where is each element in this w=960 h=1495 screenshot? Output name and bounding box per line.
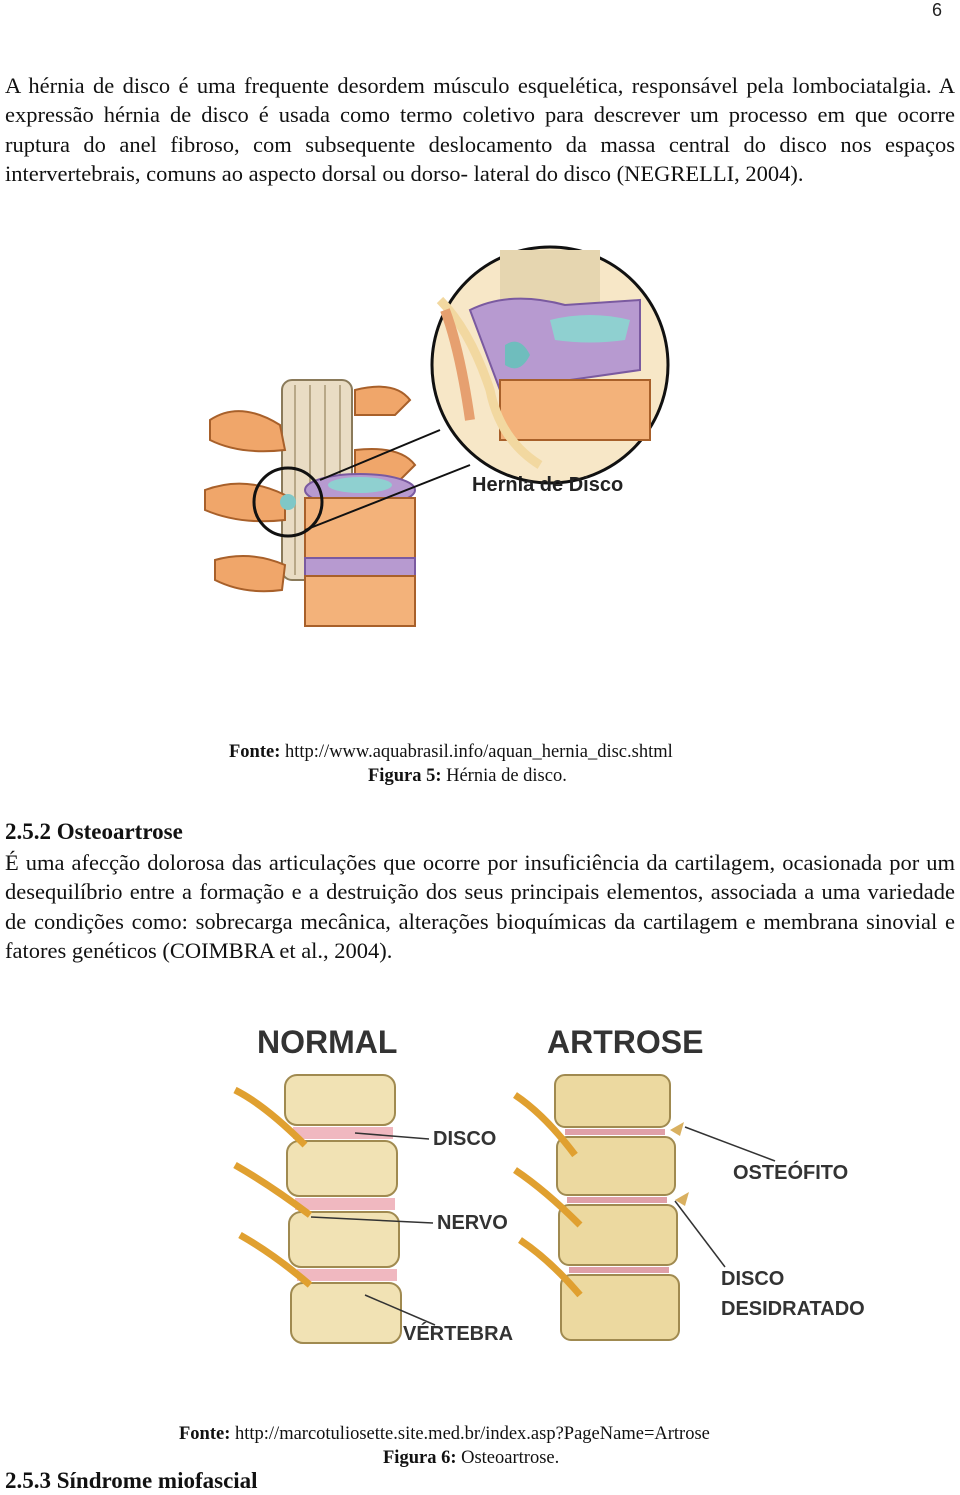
figure5-source-url: http://www.aquabrasil.info/aquan_hernia_disc.shtml (285, 742, 673, 762)
label-nervo: NERVO (437, 1212, 508, 1234)
section-heading-sindrome-miofascial: 2.5.3 Síndrome miofascial (5, 1468, 258, 1493)
label-disco-desidratado-2: DESIDRATADO (721, 1298, 865, 1320)
normal-spine (235, 1075, 401, 1343)
section-heading-osteoartrose: 2.5.2 Osteoartrose (5, 819, 183, 844)
figure-hernia-illustration (170, 240, 690, 690)
label-normal: NORMAL (257, 1024, 398, 1060)
figure6-source-label: Fonte: (179, 1424, 231, 1444)
figure6-caption-text: Osteoartrose. (461, 1448, 560, 1468)
figure-osteoartrose-illustration (215, 995, 915, 1405)
label-disco: DISCO (433, 1128, 497, 1150)
label-vertebra: VÉRTEBRA (403, 1323, 514, 1345)
artrose-spine (515, 1075, 689, 1340)
figure6-source-url: http://marcotuliosette.site.med.br/index.asp?PageName=Artrose (235, 1424, 710, 1444)
figure6-source (179, 1422, 710, 1446)
figure5-source (229, 740, 673, 764)
figure5-caption-label: Figura 5: (368, 766, 442, 786)
page-number: 6 (931, 0, 942, 20)
paragraph-hernia-intro: A hérnia de disco é uma frequente desordem músculo esquelética, responsável pela lombociatalgia. A expressão hérnia de disco é usada como termo coletivo para descrever um processo em que ocorre ruptura do anel fibroso, com subsequente deslocamento da massa central do disco nos espaços intervertebrais, comuns ao aspecto dorsal ou dorso- lateral do disco (NEGRELLI, 2004). (5, 73, 955, 186)
label-disco-desidratado-1: DISCO (721, 1268, 785, 1290)
label-osteofito: OSTEÓFITO (733, 1162, 849, 1184)
figure6-caption (383, 1446, 559, 1470)
label-artrose: ARTROSE (547, 1024, 704, 1060)
hernia-label: Hernia de Disco (472, 474, 624, 496)
figure5-caption (368, 764, 567, 788)
paragraph-osteoartrose: É uma afecção dolorosa das articulações que ocorre por insuficiência da cartilagem, ocasionada por um desequilíbrio entre a formação e a destruição dos seus principais elementos, associada a uma variedade de condições como: sobrecarga mecânica, alterações bioquímicas da cartilagem e membrana sinovial e fatores genéticos (COIMBRA et al., 2004). (5, 850, 955, 963)
figure6-caption-label: Figura 6: (383, 1448, 457, 1468)
figure5-caption-text: Hérnia de disco. (446, 766, 567, 786)
figure5-source-label: Fonte: (229, 742, 281, 762)
